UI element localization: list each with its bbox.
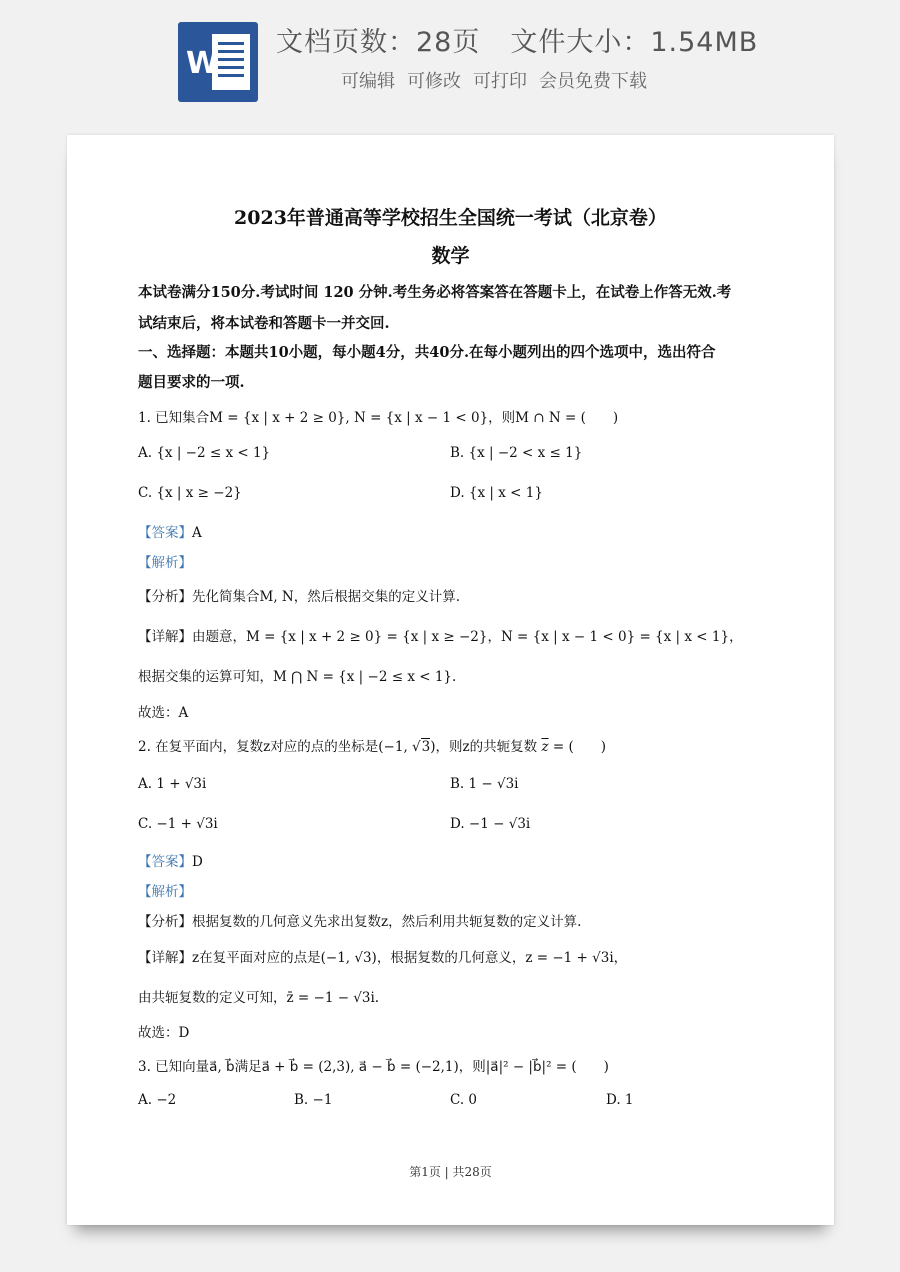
feature-printable: 可打印 (473, 71, 527, 92)
q2-line2: 由共轭复数的定义可知，z̄ = −1 − √3i. (138, 990, 380, 1006)
q1-stem: 1. 已知集合M = {x | x + 2 ≥ 0}, N = {x | x − 1 < 0}，则M ∩ N = ( ) (138, 410, 619, 426)
q1-fenxi: 【分析】先化简集合M, N，然后根据交集的定义计算. (138, 589, 461, 605)
q1-line2: 根据交集的运算可知，M ⋂ N = {x | −2 ≤ x < 1}. (138, 669, 457, 685)
q2-stem-zbar: $\overline{z}$ (541, 739, 549, 755)
feature-modifiable: 可修改 (407, 71, 461, 92)
page-footer: 第1页 | 共28页 (409, 1165, 492, 1179)
q2-analysis-tag: 【解析】 (138, 884, 192, 900)
answer-tag: 【答案】 (138, 854, 192, 870)
q3-option-a: A. −2 (138, 1092, 177, 1108)
word-letter: W (186, 46, 220, 81)
file-stats (276, 20, 758, 59)
q2-stem-e: = ( ) (548, 739, 606, 755)
page-count: 文档页数：28页 (276, 27, 481, 58)
file-size: 文件大小：1.54MB (510, 27, 759, 58)
doc-subject: 数学 (431, 245, 470, 267)
q2-stem-sqrt: 3 (421, 739, 431, 755)
q1-option-b: B. {x | −2 < x ≤ 1} (450, 445, 583, 461)
q1-choose: 故选：A (138, 705, 189, 721)
answer-tag: 【答案】 (138, 525, 192, 541)
feature-list (341, 67, 647, 93)
q2-stem-a: 2. 在复平面内，复数z对应的点的坐标是(−1, (138, 739, 413, 755)
q3-stem: 3. 已知向量a⃗, b⃗满足a⃗ + b⃗ = (2,3), a⃗ − b⃗ = (−2,1)，则|a⃗|² − |b⃗|² = ( ) (138, 1059, 609, 1075)
q3-option-c: C. 0 (450, 1092, 478, 1108)
q1-answer (138, 521, 202, 541)
intro-line-1: 本试卷满分150分.考试时间 120 分钟.考生务必将答案答在答题卡上，在试卷上作答无效.考 (138, 284, 732, 301)
q1-option-d: D. {x | x < 1} (450, 485, 543, 501)
q1-option-c: C. {x | x ≥ −2} (138, 485, 242, 501)
word-document-icon (178, 22, 258, 102)
q2-option-c: C. −1 + √3i (138, 816, 218, 832)
feature-editable: 可编辑 (341, 71, 395, 92)
q2-answer (138, 850, 203, 870)
intro-line-2: 试结束后，将本试卷和答题卡一并交回. (138, 315, 390, 332)
q1-option-a: A. {x | −2 ≤ x < 1} (138, 445, 271, 461)
q2-stem: 2. 在复平面内，复数z对应的点的坐标是(−1, √3)，则z的共轭复数 $\overline{z}$ = ( ) (138, 739, 606, 755)
answer-value: D (192, 854, 203, 870)
document-page (67, 135, 834, 1225)
feature-free-download: 会员免费下载 (539, 71, 647, 92)
q2-option-d: D. −1 − √3i (450, 816, 531, 832)
q1-xiangjie: 【详解】由题意，M = {x | x + 2 ≥ 0} = {x | x ≥ −2}，N = {x | x − 1 < 0} = {x | x < 1}， (138, 629, 743, 645)
section-line-1: 一、选择题：本题共10小题，每小题4分，共40分.在每小题列出的四个选项中，选出符合 (138, 344, 716, 361)
answer-value: A (192, 525, 202, 541)
q1-analysis-tag: 【解析】 (138, 555, 192, 571)
q2-option-b: B. 1 − √3i (450, 776, 519, 792)
q2-option-a: A. 1 + √3i (138, 776, 207, 792)
section-line-2: 题目要求的一项. (138, 374, 245, 391)
q2-choose: 故选：D (138, 1025, 190, 1041)
q3-option-d: D. 1 (606, 1092, 634, 1108)
download-banner (0, 0, 900, 125)
doc-title: 2023年普通高等学校招生全国统一考试（北京卷） (234, 207, 667, 229)
q2-stem-c: )，则z的共轭复数 (430, 739, 538, 755)
q2-fenxi: 【分析】根据复数的几何意义先求出复数z，然后利用共轭复数的定义计算. (138, 914, 582, 930)
q3-option-b: B. −1 (294, 1092, 333, 1108)
q2-xiangjie: 【详解】z在复平面对应的点是(−1, √3)，根据复数的几何意义，z = −1 + √3i， (138, 950, 628, 966)
